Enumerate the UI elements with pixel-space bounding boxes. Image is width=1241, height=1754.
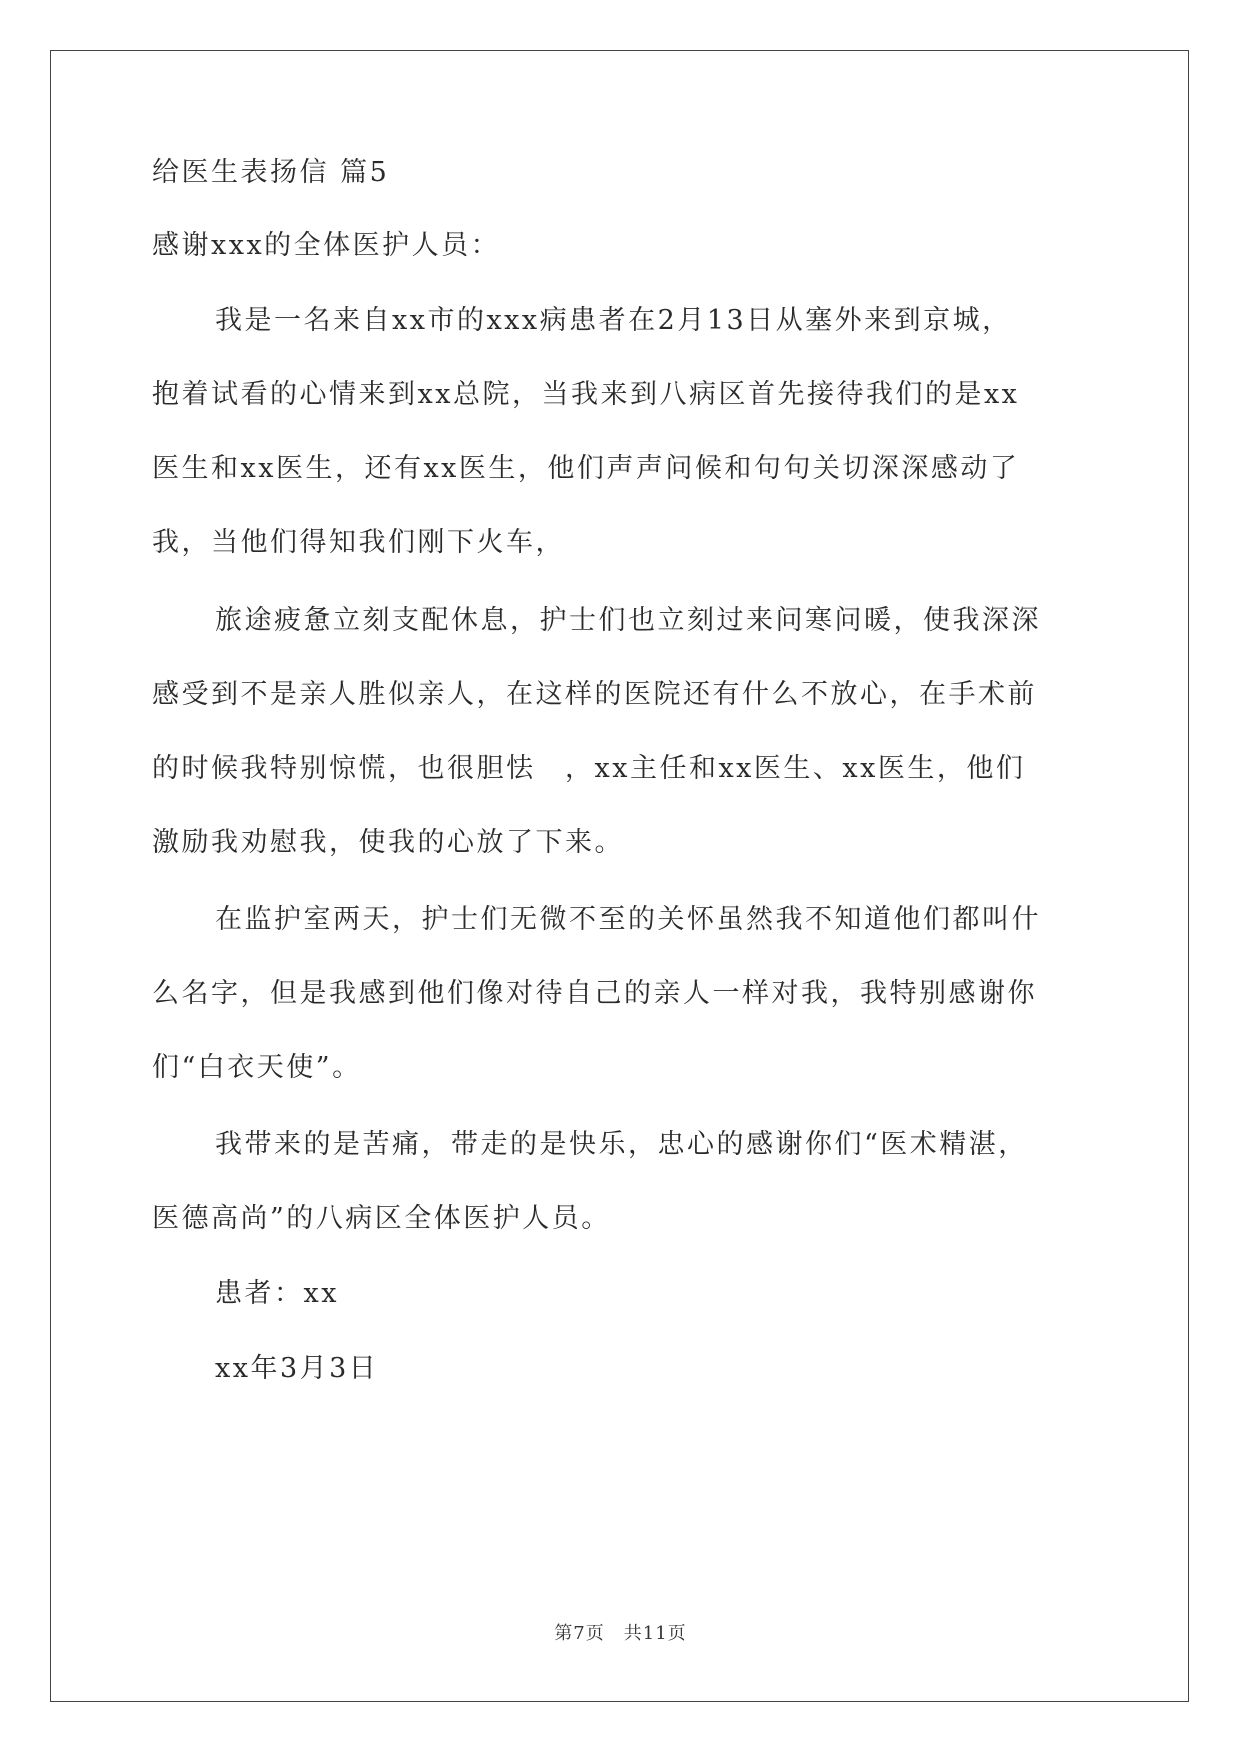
salutation: 感谢xxx的全体医护人员： — [152, 230, 501, 261]
body-line: 么名字，但是我感到他们像对待自己的亲人一样对我，我特别感谢你 — [152, 978, 1037, 1009]
body-line: 感受到不是亲人胜似亲人，在这样的医院还有什么不放心，在手术前 — [152, 679, 1037, 710]
signature: 患者：xx — [215, 1278, 339, 1309]
body-line: 在监护室两天，护士们无微不至的关怀虽然我不知道他们都叫什 — [215, 904, 1041, 935]
body-line: 医生和xx医生，还有xx医生，他们声声问候和句句关切深深感动了 — [152, 453, 1020, 484]
body-line: 我带来的是苦痛，带走的是快乐，忠心的感谢你们“医术精湛， — [215, 1129, 1028, 1160]
body-line: 我，当他们得知我们刚下火车， — [152, 527, 565, 558]
body-line: 抱着试看的心情来到xx总院，当我来到八病区首先接待我们的是xx — [152, 379, 1020, 410]
body-line: 旅途疲惫立刻支配休息，护士们也立刻过来问寒问暖，使我深深 — [215, 605, 1041, 636]
date: xx年3月3日 — [215, 1353, 379, 1384]
body-line: 激励我劝慰我，使我的心放了下来。 — [152, 827, 624, 858]
body-line: 医德高尚”的八病区全体医护人员。 — [152, 1203, 611, 1234]
body-line: 我是一名来自xx市的xxx病患者在2月13日从塞外来到京城， — [215, 305, 1012, 336]
document-title: 给医生表扬信 篇5 — [152, 157, 390, 188]
body-line: 的时候我特别惊慌，也很胆怯 ，xx主任和xx医生、xx医生，他们 — [152, 753, 1026, 784]
body-line: 们“白衣天使”。 — [152, 1052, 362, 1083]
page-footer: 第7页 共11页 — [554, 1623, 687, 1644]
page-border — [50, 50, 1189, 1702]
